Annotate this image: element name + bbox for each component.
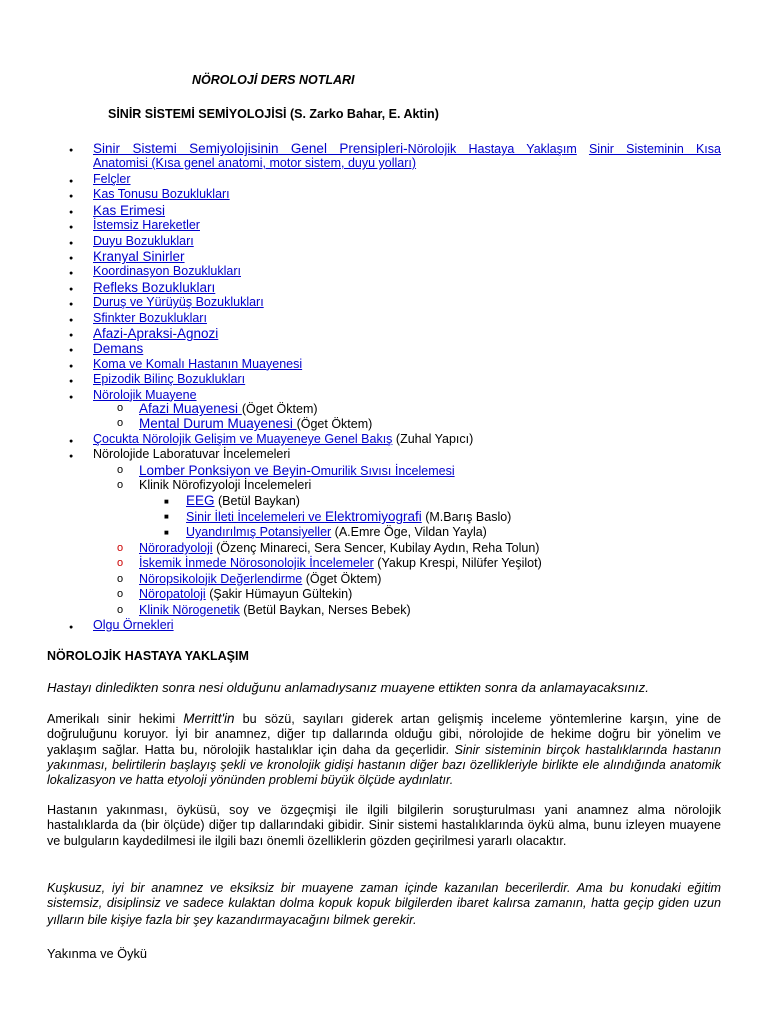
toc-link[interactable]: Koma ve Komalı Hastanın Muayenesi — [93, 356, 303, 371]
toc-item — [93, 357, 302, 372]
square-bullet-icon — [164, 509, 169, 524]
author: (M.Barış Baslo) — [421, 510, 512, 524]
link-uyandirilmis-potansiyeller[interactable]: Uyandırılmış Potansiyeller — [186, 525, 332, 539]
toc-link[interactable]: Demans — [93, 341, 144, 357]
toc-item — [139, 587, 352, 602]
author: (Yakup Krespi, Nilüfer Yeşilot) — [373, 556, 542, 571]
bullet-icon — [69, 433, 73, 449]
text-italic: Sinir sisteminin birçok hastalıklarında hastanın yakınması, belirtilerin başlayış şekli ve kronolojik gidişi hastanın diğer bazı özellikleriyle birlikte ele alındığında anatomik lokalizasyon ve hatta etyoloji yönünden problemi büyük ölçüde aydınlatır. — [47, 742, 722, 788]
toc-item-genel-prensipler — [93, 141, 721, 156]
toc-item — [93, 203, 165, 218]
toc-item — [93, 295, 264, 310]
toc-link[interactable]: Afazi-Apraksi-Agnozi — [93, 326, 219, 341]
bullet-icon — [69, 142, 73, 158]
toc-link[interactable]: Nöropatoloji — [139, 587, 206, 602]
toc-item — [93, 218, 200, 233]
toc-item — [93, 264, 241, 279]
link-omurilik-sivisi[interactable]: Omurilik Sıvısı İncelemesi — [310, 464, 455, 478]
square-bullet-icon — [164, 494, 169, 509]
toc-item — [93, 341, 143, 356]
toc-link[interactable]: Nöroradyoloji — [139, 541, 213, 555]
page-title: NÖROLOJİ DERS NOTLARI — [192, 73, 355, 87]
author: (Şakir Hümayun Gültekin) — [205, 587, 353, 602]
link-mental-durum-muayenesi[interactable]: Mental Durum Muayenesi — [139, 416, 297, 431]
toc-link[interactable]: Sfinkter Bozuklukları — [93, 310, 207, 325]
link-kisa-anatomi-cont[interactable]: Anatomisi (Kısa genel anatomi, motor sistem, duyu yolları) — [93, 156, 417, 170]
text: Amerikalı sinir hekimi — [47, 712, 184, 726]
toc-item — [93, 172, 131, 187]
circle-bullet-icon — [117, 603, 123, 618]
toc-link[interactable]: Kas Erimesi — [93, 202, 166, 218]
circle-bullet-icon — [117, 572, 123, 587]
toc-item — [139, 572, 381, 587]
circle-bullet-icon — [117, 541, 123, 556]
bullet-icon — [69, 358, 73, 374]
link-olgu-ornekleri[interactable]: Olgu Örnekleri — [93, 618, 174, 632]
toc-item-lab: Nörolojide Laboratuvar İncelemeleri — [93, 447, 291, 461]
toc-item — [139, 603, 411, 618]
link-sinir-ileti[interactable]: Sinir İleti İncelemeleri ve — [186, 510, 325, 524]
section-heading: NÖROLOJİK HASTAYA YAKLAŞIM — [47, 649, 249, 663]
bullet-icon — [69, 296, 73, 312]
toc-item — [93, 280, 215, 295]
circle-bullet-icon — [117, 416, 123, 431]
toc-link[interactable]: Kranyal Sinirler — [93, 249, 185, 264]
toc-item-genel-prensipler-cont — [93, 156, 416, 171]
author: (Öget Öktem) — [302, 571, 382, 586]
link-norolojik-hastaya-yaklasim[interactable]: Nörolojik Hastaya Yaklaşım — [407, 142, 577, 156]
toc-link[interactable]: Felçler — [93, 172, 131, 186]
bullet-icon — [69, 619, 73, 635]
bullet-icon — [69, 312, 73, 328]
bullet-icon — [69, 219, 73, 235]
toc-item-eeg — [186, 493, 300, 508]
author: (Öget Öktem) — [296, 417, 373, 431]
toc-item-sinir-ileti — [186, 509, 511, 524]
page-subtitle: SİNİR SİSTEMİ SEMİYOLOJİSİ (S. Zarko Bahar, E. Aktin) — [108, 107, 439, 121]
bullet-icon — [69, 204, 73, 220]
bullet-icon — [69, 188, 73, 204]
author: (Zuhal Yapıcı) — [392, 432, 474, 446]
paragraph-2: Hastanın yakınması, öyküsü, soy ve özgeçmişi ile ilgili bilgilerin soruşturulması yani anamnez alma nörolojik hastalıklarda da (bir ölçüde) diğer tıp dallarındaki gibidir. Sinir sistemi hastalıklarında öykü alma, bunu izleyen muayene ve bulguların kaydedilmesi ile ilgili bazı önemli özelliklerin gözden geçirilmesi yararlı olacaktır. — [47, 803, 721, 848]
circle-bullet-icon — [117, 463, 123, 478]
toc-link[interactable]: Refleks Bozuklukları — [93, 279, 216, 295]
bullet-icon — [69, 448, 73, 464]
text-merritt: Merritt'in — [183, 711, 235, 726]
paragraph-1 — [47, 711, 721, 788]
bullet-icon — [69, 250, 73, 266]
toc-item-lomber — [139, 463, 455, 478]
link-kisa-anatomi[interactable]: Sinir Sisteminin Kısa — [588, 142, 721, 156]
toc-link[interactable]: İskemik İnmede Nörosonolojik İncelemeler — [139, 556, 374, 571]
author: (A.Emre Öge, Vildan Yayla) — [331, 525, 487, 539]
toc-link[interactable]: Nörolojik Muayene — [93, 387, 197, 402]
circle-bullet-icon — [117, 478, 123, 493]
toc-item — [139, 541, 539, 556]
bullet-icon — [69, 173, 73, 189]
author: (Betül Baykan) — [214, 494, 300, 508]
toc-item — [93, 372, 245, 387]
toc-item-norofizyoloji: Klinik Nörofizyoloji İncelemeleri — [139, 478, 312, 492]
toc-item-cocukta — [93, 432, 473, 447]
toc-item — [93, 326, 218, 341]
link-lomber-ponksiyon[interactable]: Lomber Ponksiyon ve Beyin- — [139, 463, 311, 478]
author: (Öget Öktem) — [241, 402, 318, 416]
toc-item — [139, 556, 542, 571]
toc-item-afazi-muayenesi — [139, 401, 318, 416]
author: (Özenç Minareci, Sera Sencer, Kubilay Aydın, Reha Tolun) — [212, 541, 540, 555]
toc-link[interactable]: Klinik Nörogenetik — [139, 602, 240, 617]
toc-link[interactable]: Epizodik Bilinç Bozuklukları — [93, 372, 246, 387]
toc-item-uyandirilmis — [186, 525, 487, 540]
bullet-icon — [69, 327, 73, 343]
toc-item — [93, 234, 194, 249]
toc-link[interactable]: Nöropsikolojik Değerlendirme — [139, 571, 303, 586]
text-italic: gerekir. — [373, 911, 417, 927]
link-genel-prensipler[interactable]: Sinir Sistemi Semiyolojisinin Genel Prensipleri- — [93, 141, 408, 156]
toc-link[interactable]: Duyu Bozuklukları — [93, 233, 194, 248]
paragraph-3 — [47, 881, 721, 928]
square-bullet-icon — [164, 525, 169, 540]
toc-item — [93, 249, 185, 264]
author: (Betül Baykan, Nerses Bebek) — [239, 602, 411, 617]
bullet-icon — [69, 265, 73, 281]
circle-bullet-icon — [117, 401, 123, 416]
circle-bullet-icon — [117, 587, 123, 602]
bullet-icon — [69, 373, 73, 389]
link-cocukta-gelisim[interactable]: Çocukta Nörolojik Gelişim ve Muayeneye Genel Bakış — [93, 432, 393, 446]
bullet-icon — [69, 281, 73, 297]
text: bu sözü, sayıları giderek artan gelişmiş inceleme yöntemlerine karşın, yine de doğruluğunu koruyor. İyi bir anamnez, diğer tıp dallarında olduğu gibi, nörolojide de hekime doğru bir yönelim ve yaklaşım sağlar. Hatta bu, nörolojik hastalıklar için daha da geçerlidir. — [47, 712, 721, 757]
bullet-icon — [69, 235, 73, 251]
toc-item-mental-durum — [139, 416, 372, 431]
link-eeg[interactable]: EEG — [186, 493, 215, 508]
toc-link[interactable]: Koordinasyon Bozuklukları — [93, 264, 241, 279]
link-afazi-muayenesi[interactable]: Afazi Muayenesi — [139, 401, 242, 416]
toc-link[interactable]: Duruş ve Yürüyüş Bozuklukları — [93, 295, 264, 310]
toc-item — [93, 187, 230, 202]
toc-link[interactable]: İstemsiz Hareketler — [93, 218, 200, 233]
bullet-icon — [69, 389, 73, 405]
text-italic: Kuşkusuz, iyi bir anamnez ve eksiksiz bir muayene zaman içinde kazanılan becerilerdir. Ama bu konudaki eğitim sistemsiz, disiplinsiz ve sadece kulaktan dolma kopuk kopuk bilgilerden ibaret kalırsa zamanın, hatta geçip giden uzun yılların bile kişiye fazla bir şey kazandırmayacağını bilmek — [47, 881, 721, 927]
section-quote: Hastayı dinledikten sonra nesi olduğunu anlamadıysanız muayene ettikten sonra da anlamayacaksınız. — [47, 680, 649, 695]
subsection-label: Yakınma ve Öykü — [47, 946, 148, 961]
circle-bullet-icon — [117, 556, 123, 571]
toc-link[interactable]: Kas Tonusu Bozuklukları — [93, 187, 230, 202]
toc-item-olgu — [93, 618, 174, 633]
bullet-icon — [69, 342, 73, 358]
toc-item — [93, 311, 207, 326]
link-elektromiyografi[interactable]: Elektromiyografi — [324, 509, 422, 524]
